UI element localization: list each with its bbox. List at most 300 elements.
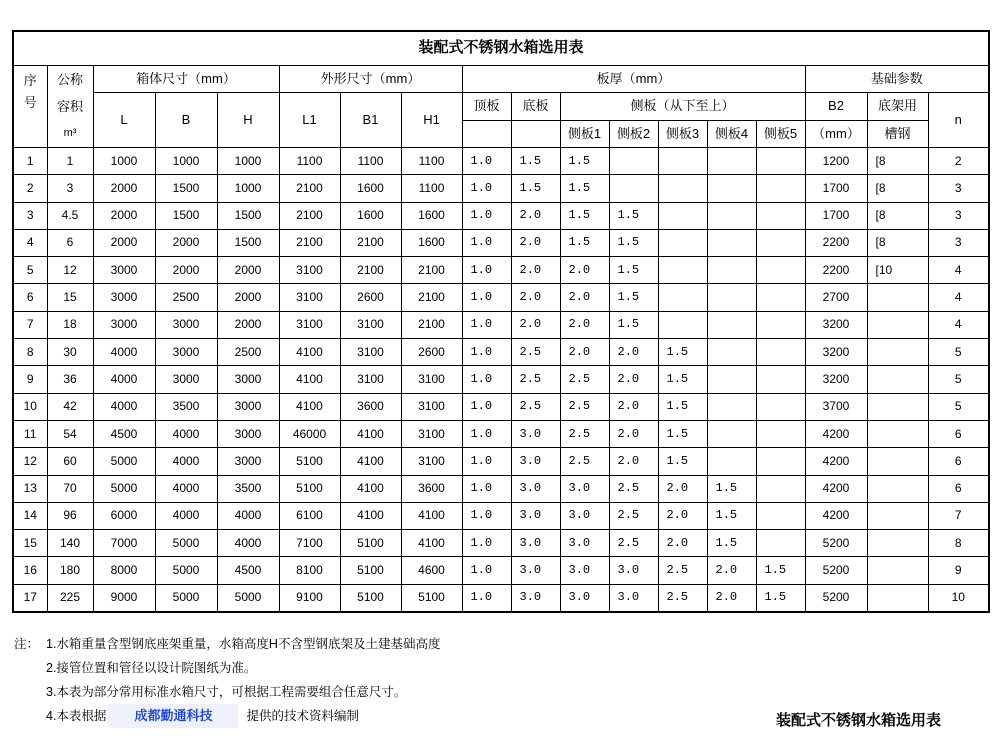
- nominal-volume-cell: 70: [47, 475, 93, 502]
- side-plate-3-cell: 2.0: [658, 475, 707, 502]
- outer-B1-cell: 4100: [340, 448, 401, 475]
- bottom-plate-cell: 3.0: [511, 530, 560, 557]
- side-plate-1-cell: 1.5: [560, 148, 609, 175]
- support-count-n-cell: 7: [928, 502, 989, 529]
- nominal-volume-cell: 18: [47, 311, 93, 338]
- side-plate-1-cell: 2.5: [560, 393, 609, 420]
- outer-L1-cell: 4100: [279, 366, 340, 393]
- header-side3: 侧板3: [658, 121, 707, 148]
- side-plate-5-cell: [756, 475, 805, 502]
- side-plate-1-cell: 3.0: [560, 557, 609, 584]
- side-plate-5-cell: [756, 148, 805, 175]
- length-L-cell: 5000: [93, 475, 155, 502]
- nominal-volume-cell: 42: [47, 393, 93, 420]
- outer-H1-cell: 1100: [401, 175, 462, 202]
- side-plate-2-cell: 3.0: [609, 557, 658, 584]
- table-row: [13, 475, 989, 502]
- side-plate-5-cell: 1.5: [756, 584, 805, 612]
- side-plate-3-cell: [658, 229, 707, 256]
- base-B2-cell: 4200: [805, 502, 867, 529]
- outer-B1-cell: 4100: [340, 420, 401, 447]
- length-L-cell: 1000: [93, 148, 155, 175]
- width-B-cell: 5000: [155, 584, 217, 612]
- top-plate-cell: 1.0: [462, 284, 511, 311]
- width-B-cell: 3500: [155, 393, 217, 420]
- table-title: 装配式不锈钢水箱选用表: [13, 31, 989, 66]
- base-B2-cell: 1700: [805, 202, 867, 229]
- side-plate-4-cell: [707, 148, 756, 175]
- row-number-cell: 8: [13, 339, 47, 366]
- side-plate-1-cell: 3.0: [560, 584, 609, 612]
- header-frame-line2: 槽钢: [867, 121, 928, 148]
- outer-L1-cell: 4100: [279, 339, 340, 366]
- nominal-volume-cell: 4.5: [47, 202, 93, 229]
- outer-H1-cell: 2100: [401, 257, 462, 284]
- table-row: [13, 339, 989, 366]
- support-count-n-cell: 8: [928, 530, 989, 557]
- table-row: [13, 148, 989, 175]
- channel-steel-cell: [867, 393, 928, 420]
- header-n: n: [928, 93, 989, 148]
- header-side2: 侧板2: [609, 121, 658, 148]
- table-row: [13, 366, 989, 393]
- height-H-cell: 1000: [217, 175, 279, 202]
- outer-B1-cell: 1100: [340, 148, 401, 175]
- table-row: [13, 311, 989, 338]
- side-plate-2-cell: 1.5: [609, 202, 658, 229]
- outer-L1-cell: 5100: [279, 448, 340, 475]
- header-B: B: [155, 93, 217, 148]
- channel-steel-cell: [867, 420, 928, 447]
- outer-L1-cell: 2100: [279, 229, 340, 256]
- selection-table: [12, 30, 990, 613]
- support-count-n-cell: 2: [928, 148, 989, 175]
- table-row: [13, 175, 989, 202]
- height-H-cell: 3500: [217, 475, 279, 502]
- top-plate-cell: 1.0: [462, 339, 511, 366]
- side-plate-1-cell: 2.0: [560, 311, 609, 338]
- header-frame-line1: 底架用: [867, 93, 928, 121]
- side-plate-1-cell: 3.0: [560, 475, 609, 502]
- width-B-cell: 3000: [155, 366, 217, 393]
- header-H: H: [217, 93, 279, 148]
- length-L-cell: 6000: [93, 502, 155, 529]
- outer-B1-cell: 2100: [340, 257, 401, 284]
- length-L-cell: 3000: [93, 311, 155, 338]
- notes-label: 注：: [14, 637, 40, 651]
- height-H-cell: 2000: [217, 284, 279, 311]
- side-plate-5-cell: [756, 393, 805, 420]
- outer-H1-cell: 1600: [401, 202, 462, 229]
- outer-H1-cell: 3100: [401, 393, 462, 420]
- row-number-cell: 15: [13, 530, 47, 557]
- bottom-plate-cell: 1.5: [511, 148, 560, 175]
- header-B2: B2: [805, 93, 867, 121]
- note-line-1: 1.水箱重量含型钢底座架重量，水箱高度H不含型钢底架及土建基础高度: [46, 637, 441, 651]
- side-plate-5-cell: [756, 339, 805, 366]
- outer-L1-cell: 3100: [279, 284, 340, 311]
- bottom-plate-cell: 3.0: [511, 448, 560, 475]
- header-outer-dims: 外形尺寸（mm）: [279, 66, 462, 93]
- side-plate-5-cell: [756, 284, 805, 311]
- outer-B1-cell: 5100: [340, 557, 401, 584]
- length-L-cell: 3000: [93, 257, 155, 284]
- top-plate-cell: 1.0: [462, 202, 511, 229]
- side-plate-3-cell: 2.0: [658, 502, 707, 529]
- outer-L1-cell: 3100: [279, 311, 340, 338]
- side-plate-1-cell: 2.0: [560, 257, 609, 284]
- table-row: [13, 557, 989, 584]
- support-count-n-cell: 4: [928, 284, 989, 311]
- row-number-cell: 6: [13, 284, 47, 311]
- support-count-n-cell: 5: [928, 393, 989, 420]
- row-number-cell: 12: [13, 448, 47, 475]
- bottom-plate-cell: 2.0: [511, 284, 560, 311]
- outer-H1-cell: 4100: [401, 530, 462, 557]
- nominal-volume-cell: 54: [47, 420, 93, 447]
- side-plate-5-cell: [756, 229, 805, 256]
- base-B2-cell: 4200: [805, 448, 867, 475]
- channel-steel-cell: [867, 584, 928, 612]
- channel-steel-cell: [10: [867, 257, 928, 284]
- side-plate-4-cell: [707, 284, 756, 311]
- side-plate-5-cell: [756, 502, 805, 529]
- side-plate-5-cell: [756, 311, 805, 338]
- support-count-n-cell: 4: [928, 311, 989, 338]
- top-plate-cell: 1.0: [462, 502, 511, 529]
- channel-steel-cell: [867, 366, 928, 393]
- length-L-cell: 2000: [93, 175, 155, 202]
- side-plate-2-cell: 2.5: [609, 502, 658, 529]
- width-B-cell: 5000: [155, 530, 217, 557]
- footer-title: 装配式不锈钢水箱选用表: [776, 712, 942, 729]
- side-plate-3-cell: 2.0: [658, 530, 707, 557]
- nominal-volume-cell: 3: [47, 175, 93, 202]
- width-B-cell: 4000: [155, 502, 217, 529]
- outer-L1-cell: 6100: [279, 502, 340, 529]
- outer-H1-cell: 5100: [401, 584, 462, 612]
- channel-steel-cell: [8: [867, 148, 928, 175]
- table-row: [13, 393, 989, 420]
- height-H-cell: 4500: [217, 557, 279, 584]
- outer-H1-cell: 3100: [401, 420, 462, 447]
- bottom-plate-cell: 2.5: [511, 393, 560, 420]
- height-H-cell: 3000: [217, 393, 279, 420]
- side-plate-2-cell: 1.5: [609, 257, 658, 284]
- channel-steel-cell: [8: [867, 175, 928, 202]
- length-L-cell: 4000: [93, 393, 155, 420]
- bottom-plate-cell: 3.0: [511, 420, 560, 447]
- side-plate-5-cell: [756, 448, 805, 475]
- length-L-cell: 4000: [93, 366, 155, 393]
- bottom-plate-cell: 3.0: [511, 557, 560, 584]
- note-line-3: 3.本表为部分常用标准水箱尺寸，可根据工程需要组合任意尺寸。: [46, 685, 407, 699]
- bottom-plate-cell: 1.5: [511, 175, 560, 202]
- header-L: L: [93, 93, 155, 148]
- bottom-plate-cell: 2.0: [511, 311, 560, 338]
- side-plate-2-cell: 2.5: [609, 530, 658, 557]
- support-count-n-cell: 6: [928, 475, 989, 502]
- outer-B1-cell: 3600: [340, 393, 401, 420]
- side-plate-3-cell: [658, 311, 707, 338]
- channel-steel-cell: [867, 557, 928, 584]
- outer-B1-cell: 5100: [340, 530, 401, 557]
- side-plate-2-cell: 3.0: [609, 584, 658, 612]
- top-plate-cell: 1.0: [462, 584, 511, 612]
- width-B-cell: 3000: [155, 339, 217, 366]
- outer-L1-cell: 2100: [279, 175, 340, 202]
- top-plate-cell: 1.0: [462, 393, 511, 420]
- outer-L1-cell: 3100: [279, 257, 340, 284]
- height-H-cell: 4000: [217, 530, 279, 557]
- side-plate-1-cell: 2.5: [560, 366, 609, 393]
- header-side5: 侧板5: [756, 121, 805, 148]
- table-row: [13, 530, 989, 557]
- outer-B1-cell: 3100: [340, 311, 401, 338]
- support-count-n-cell: 5: [928, 366, 989, 393]
- length-L-cell: 4500: [93, 420, 155, 447]
- row-number-cell: 4: [13, 229, 47, 256]
- support-count-n-cell: 4: [928, 257, 989, 284]
- outer-H1-cell: 4600: [401, 557, 462, 584]
- side-plate-1-cell: 2.0: [560, 339, 609, 366]
- table-row: [13, 584, 989, 612]
- base-B2-cell: 5200: [805, 584, 867, 612]
- channel-steel-cell: [867, 475, 928, 502]
- header-H1: H1: [401, 93, 462, 148]
- row-number-cell: 9: [13, 366, 47, 393]
- side-plate-4-cell: [707, 420, 756, 447]
- channel-steel-cell: [867, 502, 928, 529]
- side-plate-2-cell: 1.5: [609, 229, 658, 256]
- base-B2-cell: 3200: [805, 339, 867, 366]
- side-plate-2-cell: 1.5: [609, 311, 658, 338]
- header-seq-line1: 序: [23, 73, 37, 88]
- side-plate-5-cell: [756, 202, 805, 229]
- height-H-cell: 2000: [217, 311, 279, 338]
- channel-steel-cell: [867, 339, 928, 366]
- outer-H1-cell: 4100: [401, 502, 462, 529]
- side-plate-2-cell: 2.0: [609, 420, 658, 447]
- side-plate-2-cell: 2.5: [609, 475, 658, 502]
- length-L-cell: 3000: [93, 284, 155, 311]
- support-count-n-cell: 6: [928, 420, 989, 447]
- height-H-cell: 5000: [217, 584, 279, 612]
- width-B-cell: 2000: [155, 229, 217, 256]
- support-count-n-cell: 10: [928, 584, 989, 612]
- row-number-cell: 1: [13, 148, 47, 175]
- header-nominal-volume: [47, 66, 93, 148]
- support-count-n-cell: 3: [928, 202, 989, 229]
- side-plate-1-cell: 2.0: [560, 284, 609, 311]
- outer-L1-cell: 2100: [279, 202, 340, 229]
- outer-H1-cell: 3100: [401, 366, 462, 393]
- base-B2-cell: 2200: [805, 257, 867, 284]
- nominal-volume-cell: 15: [47, 284, 93, 311]
- bottom-plate-cell: 3.0: [511, 584, 560, 612]
- base-B2-cell: 3200: [805, 311, 867, 338]
- outer-H1-cell: 3600: [401, 475, 462, 502]
- outer-L1-cell: 7100: [279, 530, 340, 557]
- length-L-cell: 2000: [93, 202, 155, 229]
- side-plate-4-cell: [707, 311, 756, 338]
- length-L-cell: 4000: [93, 339, 155, 366]
- side-plate-4-cell: [707, 448, 756, 475]
- outer-H1-cell: 1600: [401, 229, 462, 256]
- row-number-cell: 14: [13, 502, 47, 529]
- side-plate-4-cell: 1.5: [707, 530, 756, 557]
- width-B-cell: 4000: [155, 420, 217, 447]
- height-H-cell: 1500: [217, 202, 279, 229]
- height-H-cell: 2000: [217, 257, 279, 284]
- base-B2-cell: 1700: [805, 175, 867, 202]
- note-line-2: 2.接管位置和管径以设计院图纸为准。: [46, 661, 257, 675]
- base-B2-cell: 3200: [805, 366, 867, 393]
- outer-B1-cell: 2600: [340, 284, 401, 311]
- top-plate-cell: 1.0: [462, 420, 511, 447]
- nominal-volume-cell: 1: [47, 148, 93, 175]
- top-plate-cell: 1.0: [462, 366, 511, 393]
- base-B2-cell: 5200: [805, 530, 867, 557]
- header-box-dims: 箱体尺寸（mm）: [93, 66, 279, 93]
- height-H-cell: 3000: [217, 448, 279, 475]
- outer-B1-cell: 4100: [340, 475, 401, 502]
- width-B-cell: 2500: [155, 284, 217, 311]
- top-plate-cell: 1.0: [462, 530, 511, 557]
- bottom-plate-cell: 2.0: [511, 202, 560, 229]
- height-H-cell: 1500: [217, 229, 279, 256]
- width-B-cell: 1000: [155, 148, 217, 175]
- header-nominal-line2: 容积: [56, 99, 83, 114]
- outer-H1-cell: 2100: [401, 311, 462, 338]
- table-row: [13, 502, 989, 529]
- side-plate-1-cell: 2.5: [560, 420, 609, 447]
- top-plate-cell: 1.0: [462, 448, 511, 475]
- outer-H1-cell: 1100: [401, 148, 462, 175]
- outer-L1-cell: 4100: [279, 393, 340, 420]
- length-L-cell: 2000: [93, 229, 155, 256]
- support-count-n-cell: 6: [928, 448, 989, 475]
- side-plate-3-cell: 1.5: [658, 339, 707, 366]
- nominal-volume-cell: 225: [47, 584, 93, 612]
- side-plate-1-cell: 1.5: [560, 202, 609, 229]
- outer-B1-cell: 1600: [340, 175, 401, 202]
- table-row: [13, 284, 989, 311]
- side-plate-5-cell: [756, 530, 805, 557]
- side-plate-4-cell: [707, 393, 756, 420]
- header-L1: L1: [279, 93, 340, 148]
- length-L-cell: 5000: [93, 448, 155, 475]
- nominal-volume-cell: 60: [47, 448, 93, 475]
- header-foundation: 基础参数: [805, 66, 989, 93]
- base-B2-cell: 2700: [805, 284, 867, 311]
- note-line-4-prefix: 4.本表根据: [46, 709, 107, 723]
- side-plate-4-cell: 1.5: [707, 475, 756, 502]
- row-number-cell: 3: [13, 202, 47, 229]
- nominal-volume-cell: 30: [47, 339, 93, 366]
- side-plate-4-cell: [707, 366, 756, 393]
- height-H-cell: 4000: [217, 502, 279, 529]
- table-row: [13, 202, 989, 229]
- outer-L1-cell: 5100: [279, 475, 340, 502]
- outer-H1-cell: 3100: [401, 448, 462, 475]
- header-B1: B1: [340, 93, 401, 148]
- header-seq: [13, 66, 47, 148]
- bottom-plate-cell: 3.0: [511, 502, 560, 529]
- note-line-4: [46, 704, 359, 728]
- outer-H1-cell: 2600: [401, 339, 462, 366]
- side-plate-3-cell: 1.5: [658, 393, 707, 420]
- channel-steel-cell: [867, 448, 928, 475]
- row-number-cell: 10: [13, 393, 47, 420]
- side-plate-3-cell: 2.5: [658, 557, 707, 584]
- channel-steel-cell: [867, 311, 928, 338]
- header-nominal-unit: m³: [63, 127, 77, 139]
- side-plate-4-cell: [707, 257, 756, 284]
- side-plate-4-cell: [707, 229, 756, 256]
- header-seq-line2: 号: [23, 95, 37, 110]
- side-plate-3-cell: [658, 257, 707, 284]
- top-plate-cell: 1.0: [462, 257, 511, 284]
- width-B-cell: 4000: [155, 475, 217, 502]
- side-plate-4-cell: 1.5: [707, 502, 756, 529]
- base-B2-cell: 4200: [805, 420, 867, 447]
- side-plate-2-cell: 2.0: [609, 448, 658, 475]
- height-H-cell: 1000: [217, 148, 279, 175]
- bottom-plate-cell: 2.5: [511, 339, 560, 366]
- height-H-cell: 3000: [217, 420, 279, 447]
- row-number-cell: 2: [13, 175, 47, 202]
- outer-B1-cell: 1600: [340, 202, 401, 229]
- base-B2-cell: 2200: [805, 229, 867, 256]
- row-number-cell: 7: [13, 311, 47, 338]
- outer-B1-cell: 3100: [340, 339, 401, 366]
- side-plate-2-cell: [609, 148, 658, 175]
- length-L-cell: 8000: [93, 557, 155, 584]
- width-B-cell: 1500: [155, 175, 217, 202]
- side-plate-4-cell: [707, 339, 756, 366]
- bottom-plate-cell: 2.0: [511, 257, 560, 284]
- side-plate-1-cell: 1.5: [560, 175, 609, 202]
- base-B2-cell: 5200: [805, 557, 867, 584]
- table-row: [13, 448, 989, 475]
- side-plate-2-cell: 2.0: [609, 339, 658, 366]
- length-L-cell: 9000: [93, 584, 155, 612]
- side-plate-5-cell: 1.5: [756, 557, 805, 584]
- side-plate-5-cell: [756, 420, 805, 447]
- side-plate-3-cell: 1.5: [658, 448, 707, 475]
- side-plate-5-cell: [756, 257, 805, 284]
- width-B-cell: 5000: [155, 557, 217, 584]
- height-H-cell: 3000: [217, 366, 279, 393]
- header-B2-unit: （mm）: [805, 121, 867, 148]
- outer-L1-cell: 46000: [279, 420, 340, 447]
- channel-steel-cell: [867, 530, 928, 557]
- side-plate-3-cell: [658, 284, 707, 311]
- bottom-plate-cell: 3.0: [511, 475, 560, 502]
- length-L-cell: 7000: [93, 530, 155, 557]
- outer-L1-cell: 8100: [279, 557, 340, 584]
- nominal-volume-cell: 36: [47, 366, 93, 393]
- side-plate-2-cell: 2.0: [609, 393, 658, 420]
- side-plate-4-cell: [707, 202, 756, 229]
- nominal-volume-cell: 12: [47, 257, 93, 284]
- width-B-cell: 2000: [155, 257, 217, 284]
- bottom-plate-cell: 2.5: [511, 366, 560, 393]
- outer-B1-cell: 3100: [340, 366, 401, 393]
- base-B2-cell: 4200: [805, 475, 867, 502]
- side-plate-2-cell: [609, 175, 658, 202]
